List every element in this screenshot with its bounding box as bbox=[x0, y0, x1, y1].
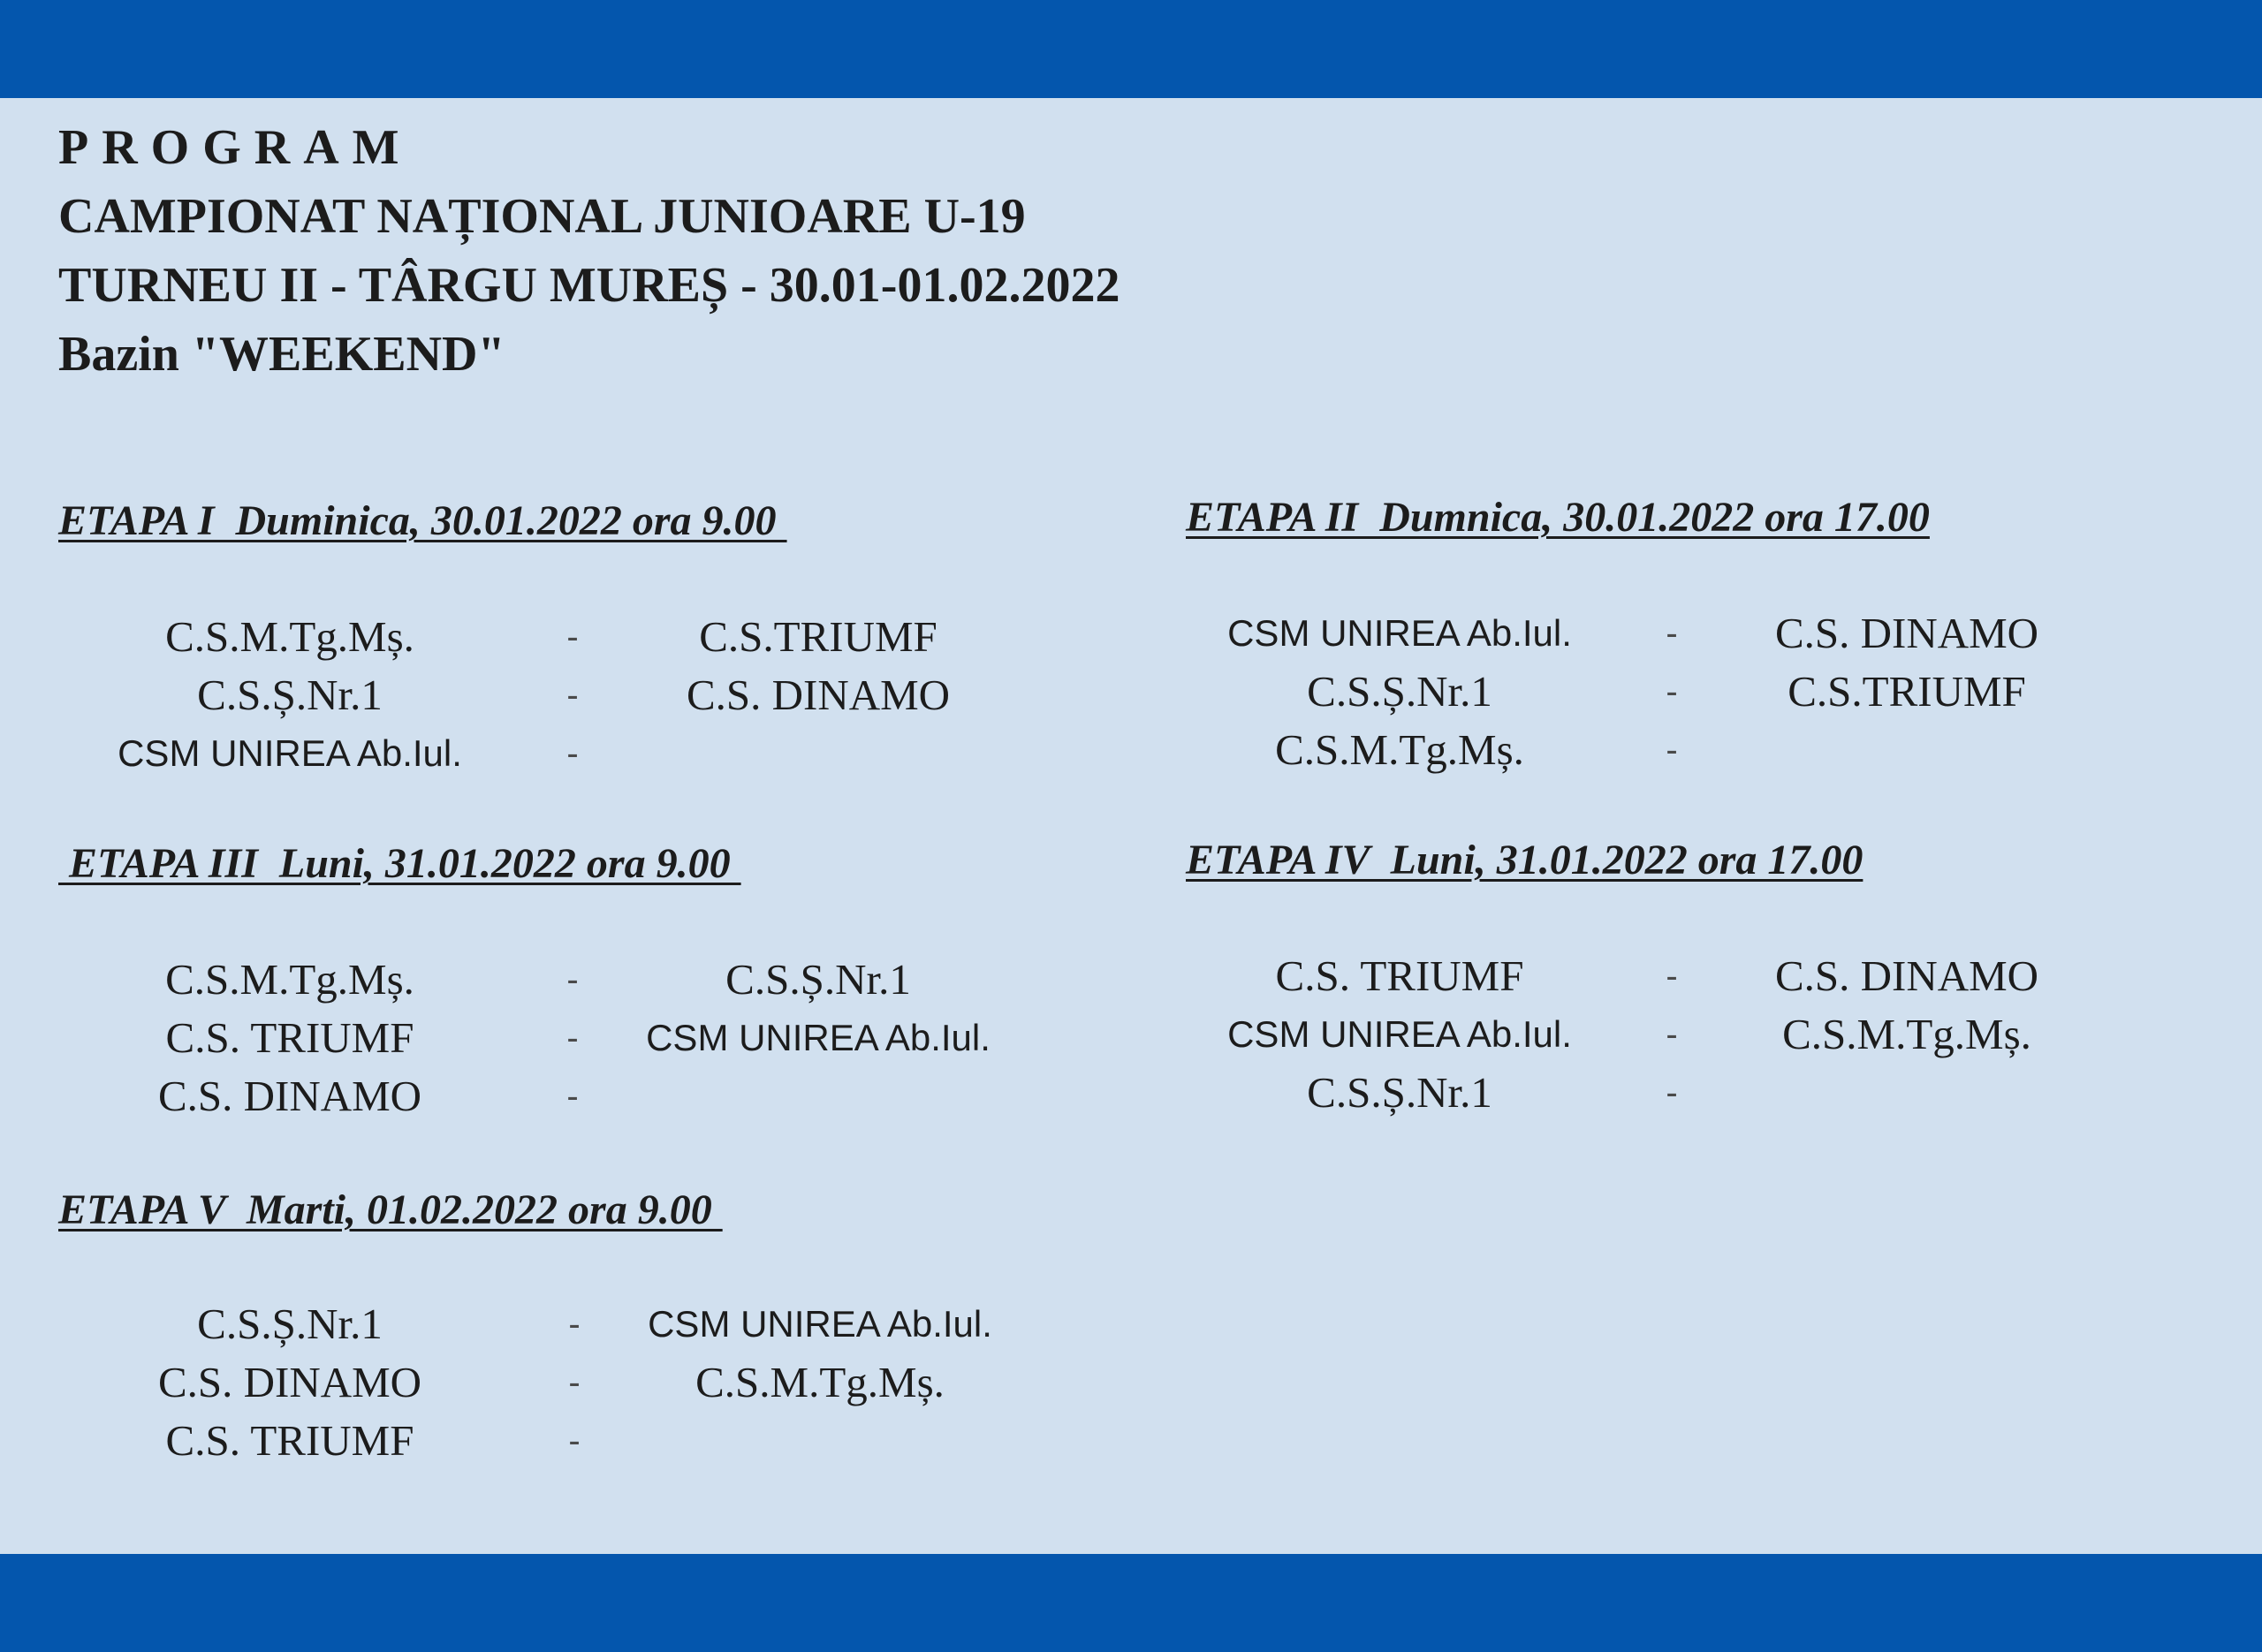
venue-line: Bazin "WEEKEND" bbox=[58, 327, 505, 382]
away-team: C.S.TRIUMF bbox=[1788, 667, 2026, 716]
stage-1 bbox=[58, 495, 951, 774]
match-separator: - bbox=[1666, 957, 1678, 996]
match-separator: - bbox=[566, 618, 579, 656]
away-team: CSM UNIREA Ab.Iul. bbox=[648, 1303, 992, 1345]
stage-title: ETAPA III Luni, 31.01.2022 ora 9.00 bbox=[58, 840, 741, 887]
home-team: CSM UNIREA Ab.Iul. bbox=[118, 732, 462, 774]
home-team: C.S. DINAMO bbox=[157, 1358, 422, 1406]
match-separator: - bbox=[568, 1363, 581, 1402]
away-team: C.S. DINAMO bbox=[1774, 609, 2039, 657]
stage-3 bbox=[58, 837, 991, 1120]
match-separator: - bbox=[1666, 614, 1678, 653]
away-team: C.S.TRIUMF bbox=[699, 612, 937, 661]
home-team: C.S.M.Tg.Mș. bbox=[1275, 725, 1524, 774]
program-heading: PROGRAM bbox=[58, 120, 413, 175]
away-team: C.S.M.Tg.Mș. bbox=[1782, 1010, 2031, 1058]
away-team: C.S. DINAMO bbox=[1774, 951, 2039, 1000]
home-team: CSM UNIREA Ab.Iul. bbox=[1227, 1013, 1572, 1055]
match-separator: - bbox=[1666, 1073, 1678, 1112]
match-separator: - bbox=[568, 1305, 581, 1344]
home-team: C.S. DINAMO bbox=[157, 1072, 422, 1120]
document-header bbox=[58, 113, 1120, 389]
match-separator: - bbox=[1666, 1015, 1678, 1054]
home-team: C.S.Ș.Nr.1 bbox=[197, 671, 383, 719]
away-team: C.S. DINAMO bbox=[686, 671, 951, 719]
home-team: CSM UNIREA Ab.Iul. bbox=[1227, 612, 1572, 654]
home-team: C.S.M.Tg.Mș. bbox=[165, 612, 414, 661]
match-separator: - bbox=[566, 960, 579, 999]
home-team: C.S.Ș.Nr.1 bbox=[1307, 1068, 1492, 1117]
match-separator: - bbox=[568, 1421, 581, 1460]
championship-title: CAMPIONAT NAȚIONAL JUNIOARE U-19 bbox=[58, 189, 1026, 244]
stage-title: ETAPA I Duminica, 30.01.2022 ora 9.00 bbox=[58, 497, 787, 544]
stage-2 bbox=[1186, 491, 2039, 774]
match-separator: - bbox=[566, 1077, 579, 1116]
away-team: C.S.Ș.Nr.1 bbox=[725, 955, 911, 1004]
stage-title: ETAPA IV Luni, 31.01.2022 ora 17.00 bbox=[1186, 837, 1863, 883]
away-team: CSM UNIREA Ab.Iul. bbox=[646, 1017, 991, 1058]
home-team: C.S.Ș.Nr.1 bbox=[197, 1300, 383, 1348]
home-team: C.S. TRIUMF bbox=[1275, 951, 1524, 1000]
stage-title: ETAPA II Dumnica, 30.01.2022 ora 17.00 bbox=[1186, 494, 1930, 541]
match-separator: - bbox=[566, 734, 579, 773]
stage-title: ETAPA V Marti, 01.02.2022 ora 9.00 bbox=[58, 1186, 723, 1233]
tournament-line: TURNEU II - TÂRGU MUREȘ - 30.01-01.02.2022 bbox=[58, 258, 1120, 313]
home-team: C.S. TRIUMF bbox=[165, 1416, 414, 1465]
match-separator: - bbox=[1666, 672, 1678, 711]
stage-4 bbox=[1186, 834, 2039, 1117]
away-team: C.S.M.Tg.Mș. bbox=[695, 1358, 945, 1406]
home-team: C.S. TRIUMF bbox=[165, 1013, 414, 1062]
top-banner bbox=[0, 0, 2262, 98]
home-team: C.S.M.Tg.Mș. bbox=[165, 955, 414, 1004]
bottom-banner bbox=[0, 1554, 2262, 1652]
match-separator: - bbox=[1666, 731, 1678, 769]
home-team: C.S.Ș.Nr.1 bbox=[1307, 667, 1492, 716]
stage-5 bbox=[58, 1184, 992, 1465]
match-separator: - bbox=[566, 676, 579, 715]
match-separator: - bbox=[566, 1019, 579, 1057]
